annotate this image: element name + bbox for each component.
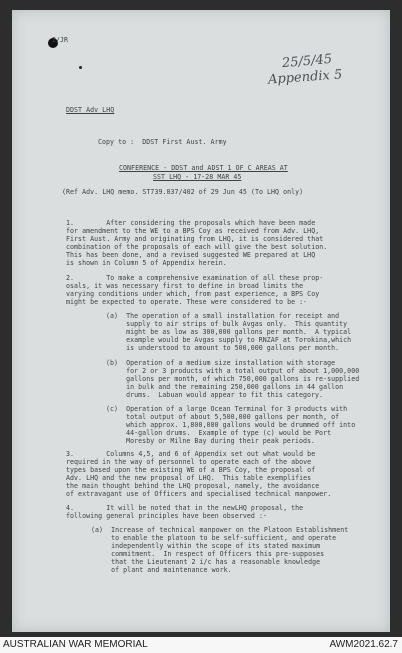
p2-line: osals, it was necessary first to define in broad limits the	[66, 281, 304, 290]
footer-bar	[0, 637, 402, 653]
p2c-line: total output of about 5,500,000 gallons per month, of	[106, 412, 340, 421]
p2a-line: example would be Avgas supply to RNZAF at Torokina,which	[106, 335, 352, 344]
p4a-line: to enable the platoon to be self-sufficient, and operate	[91, 533, 337, 542]
p4-line: 4. It will be noted that in the newLHQ proposal, the	[66, 504, 304, 512]
p2c-line: which approx. 1,800,000 gallons would be drummed off into	[106, 420, 356, 429]
p1-line: 1. After considering the proposals which have been made	[66, 219, 316, 227]
p4a-line: that the Lieutenant 2 i/c has a reasonable knowledge	[91, 557, 321, 566]
p3-line: types based upon the existing WE of a BPS Coy, the proposal of	[66, 465, 316, 474]
p3-line: the main thought behind the LHQ proposal, namely, the avoidance	[66, 481, 320, 490]
footer-institution: AUSTRALIAN WAR MEMORIAL	[3, 639, 148, 650]
p2b-line: drums. Labuan would appear to fit this category.	[106, 390, 324, 399]
p2c-line: Moresby or Milne Bay during their peak periods.	[106, 436, 316, 445]
p2c-line: 44-gallon drums. Example of type (c) would be Port	[106, 428, 332, 437]
addressee: DDST Adv LHQ	[66, 106, 115, 114]
subject-line-2: SST LHQ - 17-28 MAR 45	[153, 173, 242, 181]
p1-line: combination of the proposals of each will give the best solution.	[66, 242, 328, 251]
p3-line: of extravagant use of Officers and specialised technical manpower.	[66, 489, 332, 498]
p2c-line: (c) Operation of a large Ocean Terminal for 3 products with	[106, 405, 348, 413]
document-sheet	[12, 10, 390, 632]
p4a-line: commitment. In respect of Officers this pre-supposes	[91, 549, 325, 558]
p2a-line: (a) The operation of a small installation for receipt and	[106, 312, 340, 320]
p3-line: 3. Columns 4,5, and 6 of Appendix set out what would be	[66, 450, 316, 458]
p1-line: is shown in Column 5 of Appendix herein.	[66, 258, 227, 267]
p2a-line: might be as low as 300,000 gallons per month. A typical	[106, 327, 352, 336]
handwritten-note: Appendix 5	[267, 67, 343, 88]
p2b-line: (b) Operation of a medium size installation with storage	[106, 359, 336, 367]
p2-line: 2. To make a comprehensive examination of all these prop-	[66, 274, 324, 282]
p4a-line: of plant and maintenance work.	[91, 565, 232, 574]
p1-line: This has been done, and a revised suggested WE prepared at LHQ	[66, 250, 316, 259]
reference-line: (Ref Adv. LHQ memo. ST739.037/402 of 29 Jun 45 (To LHQ only)	[62, 188, 304, 196]
subject-line-1: CONFERENCE - DDST and ADST 1 OF C AREAS AT	[119, 164, 288, 172]
footer-accession: AWM2021.62.7	[329, 639, 398, 650]
copy-to: Copy to : DDST First Aust. Army	[98, 138, 227, 146]
p2b-line: gallons per month, of which 750,000 gallons is re-supplied	[106, 374, 360, 383]
p2a-line: supply to air strips of bulk Avgas only. This quantity	[106, 319, 348, 328]
p2a-line: is understood to amount to 500,000 gallons per month.	[106, 343, 340, 352]
file-reference: 2/JR	[52, 36, 69, 44]
p1-line: for amendment to the WE to a BPS Coy as received from Adv. LHQ,	[66, 226, 320, 235]
p3-line: required in the way of personnel to operate each of the above	[66, 457, 312, 466]
p2b-line: in bulk and the remaining 250,000 gallons in 44 gallon	[106, 382, 344, 391]
p4a-line: independently within the scope of its stated maximum	[91, 541, 321, 550]
p1-line: First Aust. Army and originating from LHQ, it is considered that	[66, 234, 324, 243]
p4a-line: (a) Increase of technical manpower on the Platoon Establishment	[91, 526, 349, 534]
p2-line: might be expected to operate. These were considered to be :-	[66, 297, 308, 306]
ink-mark	[79, 66, 82, 69]
p4-line: following general principles have been observed :-	[66, 511, 267, 520]
p3-line: Adv. LHQ and the new proposal of LHQ. This table exemplifies	[66, 473, 312, 482]
handwritten-date: 25/5/45	[281, 51, 333, 72]
p2-line: varying conditions under which, from past experience, a BPS Coy	[66, 289, 320, 298]
p2b-line: for 2 or 3 products with a total output of about 1,000,000	[106, 366, 360, 375]
